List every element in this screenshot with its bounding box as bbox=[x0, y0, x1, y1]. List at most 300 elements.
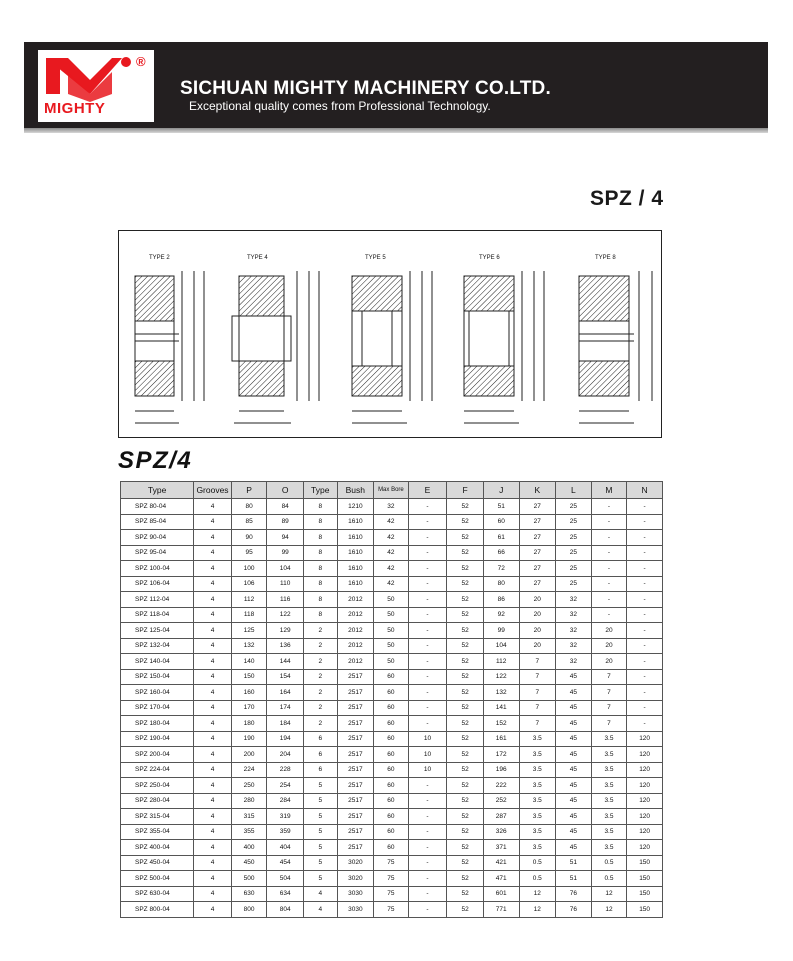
table-cell: 355 bbox=[231, 824, 267, 840]
table-cell: 120 bbox=[627, 840, 663, 856]
table-cell: 52 bbox=[447, 716, 484, 732]
table-cell: 400 bbox=[231, 840, 267, 856]
table-cell: 94 bbox=[267, 530, 304, 546]
table-cell: 4 bbox=[194, 871, 232, 887]
table-cell: 4 bbox=[194, 499, 232, 515]
table-cell: - bbox=[627, 607, 663, 623]
table-cell: - bbox=[627, 530, 663, 546]
table-cell: 72 bbox=[483, 561, 519, 577]
table-row bbox=[121, 793, 663, 809]
table-cell: 7 bbox=[591, 669, 627, 685]
table-cell: 5 bbox=[303, 778, 337, 794]
col-header: Type bbox=[303, 482, 337, 499]
table-cell: 52 bbox=[447, 700, 484, 716]
table-cell: 2012 bbox=[337, 654, 374, 670]
table-cell: 5 bbox=[303, 840, 337, 856]
table-cell: 52 bbox=[447, 871, 484, 887]
table-cell: 52 bbox=[447, 793, 484, 809]
table-cell: 471 bbox=[483, 871, 519, 887]
table-cell: 45 bbox=[556, 793, 592, 809]
table-cell: 630 bbox=[231, 886, 267, 902]
col-header: Grooves bbox=[194, 482, 232, 499]
table-cell: 2517 bbox=[337, 840, 374, 856]
table-cell: - bbox=[627, 499, 663, 515]
table-body bbox=[121, 499, 663, 918]
table-row bbox=[121, 762, 663, 778]
table-cell: 5 bbox=[303, 871, 337, 887]
table-cell: SPZ 100-04 bbox=[121, 561, 194, 577]
table-cell: 172 bbox=[483, 747, 519, 763]
table-cell: 180 bbox=[231, 716, 267, 732]
type-8-section bbox=[579, 271, 652, 423]
table-cell: SPZ 112-04 bbox=[121, 592, 194, 608]
logo-wordmark: MIGHTY bbox=[44, 100, 106, 117]
table-cell: 1210 bbox=[337, 499, 374, 515]
section-title: SPZ/4 bbox=[118, 447, 193, 474]
table-cell: 2 bbox=[303, 716, 337, 732]
table-cell: 4 bbox=[194, 902, 232, 918]
table-row bbox=[121, 855, 663, 871]
col-header: E bbox=[408, 482, 447, 499]
table-cell: 10 bbox=[408, 731, 447, 747]
table-cell: 112 bbox=[483, 654, 519, 670]
table-row bbox=[121, 747, 663, 763]
table-cell: SPZ 224-04 bbox=[121, 762, 194, 778]
table-cell: 3.5 bbox=[519, 793, 556, 809]
table-cell: SPZ 190-04 bbox=[121, 731, 194, 747]
table-cell: 150 bbox=[231, 669, 267, 685]
table-cell: 454 bbox=[267, 855, 304, 871]
table-cell: 2012 bbox=[337, 592, 374, 608]
table-cell: SPZ 180-04 bbox=[121, 716, 194, 732]
table-cell: 601 bbox=[483, 886, 519, 902]
diagram-type-label: TYPE 5 bbox=[365, 255, 386, 261]
table-cell: 60 bbox=[374, 793, 409, 809]
table-cell: 3.5 bbox=[591, 840, 627, 856]
table-cell: - bbox=[408, 716, 447, 732]
table-cell: 32 bbox=[556, 654, 592, 670]
table-cell: 12 bbox=[519, 886, 556, 902]
table-cell: 6 bbox=[303, 762, 337, 778]
table-cell: 50 bbox=[374, 592, 409, 608]
table-cell: 2517 bbox=[337, 778, 374, 794]
table-cell: 45 bbox=[556, 669, 592, 685]
table-cell: 4 bbox=[194, 778, 232, 794]
table-cell: 51 bbox=[556, 855, 592, 871]
table-cell: 50 bbox=[374, 654, 409, 670]
table-cell: 8 bbox=[303, 514, 337, 530]
table-cell: 2517 bbox=[337, 824, 374, 840]
table-cell: - bbox=[627, 545, 663, 561]
table-cell: - bbox=[408, 638, 447, 654]
table-cell: 3.5 bbox=[591, 778, 627, 794]
table-cell: 52 bbox=[447, 545, 484, 561]
table-cell: 2517 bbox=[337, 747, 374, 763]
table-cell: 90 bbox=[231, 530, 267, 546]
table-cell: - bbox=[408, 561, 447, 577]
table-cell: 45 bbox=[556, 778, 592, 794]
table-cell: 8 bbox=[303, 530, 337, 546]
table-cell: 120 bbox=[627, 809, 663, 825]
table-cell: 200 bbox=[231, 747, 267, 763]
table-cell: 4 bbox=[194, 685, 232, 701]
table-cell: SPZ 450-04 bbox=[121, 855, 194, 871]
table-cell: - bbox=[627, 669, 663, 685]
table-cell: 359 bbox=[267, 824, 304, 840]
table-cell: 252 bbox=[483, 793, 519, 809]
table-row bbox=[121, 592, 663, 608]
col-header: J bbox=[483, 482, 519, 499]
table-cell: 8 bbox=[303, 607, 337, 623]
table-cell: 7 bbox=[591, 716, 627, 732]
table-row bbox=[121, 514, 663, 530]
table-cell: SPZ 170-04 bbox=[121, 700, 194, 716]
table-cell: 1610 bbox=[337, 576, 374, 592]
table-cell: 3.5 bbox=[591, 824, 627, 840]
table-cell: 52 bbox=[447, 731, 484, 747]
table-cell: 42 bbox=[374, 545, 409, 561]
table-cell: - bbox=[408, 545, 447, 561]
table-cell: 4 bbox=[194, 747, 232, 763]
table-cell: 3.5 bbox=[519, 747, 556, 763]
table-cell: 110 bbox=[267, 576, 304, 592]
table-cell: 4 bbox=[194, 855, 232, 871]
table-cell: 190 bbox=[231, 731, 267, 747]
table-cell: 154 bbox=[267, 669, 304, 685]
table-cell: SPZ 800-04 bbox=[121, 902, 194, 918]
table-cell: 1610 bbox=[337, 545, 374, 561]
table-cell: 326 bbox=[483, 824, 519, 840]
table-cell: 52 bbox=[447, 607, 484, 623]
table-cell: 27 bbox=[519, 545, 556, 561]
table-cell: 120 bbox=[627, 747, 663, 763]
table-cell: 61 bbox=[483, 530, 519, 546]
table-cell: 32 bbox=[556, 638, 592, 654]
table-cell: SPZ 630-04 bbox=[121, 886, 194, 902]
table-cell: 5 bbox=[303, 793, 337, 809]
table-cell: 120 bbox=[627, 731, 663, 747]
table-cell: 80 bbox=[483, 576, 519, 592]
table-cell: - bbox=[591, 514, 627, 530]
table-cell: 118 bbox=[231, 607, 267, 623]
table-cell: SPZ 132-04 bbox=[121, 638, 194, 654]
table-cell: 2 bbox=[303, 685, 337, 701]
table-row bbox=[121, 700, 663, 716]
table-cell: 2 bbox=[303, 654, 337, 670]
table-cell: 12 bbox=[591, 902, 627, 918]
table-cell: 99 bbox=[483, 623, 519, 639]
table-cell: - bbox=[408, 809, 447, 825]
table-cell: 250 bbox=[231, 778, 267, 794]
table-cell: 52 bbox=[447, 592, 484, 608]
table-cell: 204 bbox=[267, 747, 304, 763]
table-cell: - bbox=[408, 685, 447, 701]
col-header: Type bbox=[121, 482, 194, 499]
table-cell: - bbox=[591, 592, 627, 608]
table-row bbox=[121, 902, 663, 918]
table-cell: 120 bbox=[627, 793, 663, 809]
table-cell: 27 bbox=[519, 499, 556, 515]
table-cell: 3.5 bbox=[591, 793, 627, 809]
table-cell: 421 bbox=[483, 855, 519, 871]
table-cell: 0.5 bbox=[591, 855, 627, 871]
table-cell: 1610 bbox=[337, 561, 374, 577]
table-header-row bbox=[121, 482, 663, 499]
table-cell: 60 bbox=[374, 762, 409, 778]
table-cell: 3.5 bbox=[519, 778, 556, 794]
table-cell: 2 bbox=[303, 700, 337, 716]
table-cell: 771 bbox=[483, 902, 519, 918]
table-cell: 27 bbox=[519, 530, 556, 546]
table-cell: 51 bbox=[556, 871, 592, 887]
table-cell: 60 bbox=[374, 747, 409, 763]
table-cell: 8 bbox=[303, 545, 337, 561]
table-cell: 52 bbox=[447, 514, 484, 530]
table-cell: 7 bbox=[519, 669, 556, 685]
table-cell: 8 bbox=[303, 499, 337, 515]
table-cell: SPZ 85-04 bbox=[121, 514, 194, 530]
table-cell: 3.5 bbox=[519, 809, 556, 825]
table-cell: - bbox=[408, 793, 447, 809]
table-cell: 150 bbox=[627, 855, 663, 871]
table-row bbox=[121, 778, 663, 794]
table-cell: 100 bbox=[231, 561, 267, 577]
table-cell: 25 bbox=[556, 514, 592, 530]
table-row bbox=[121, 669, 663, 685]
table-cell: 60 bbox=[374, 824, 409, 840]
registered-mark: ® bbox=[136, 54, 146, 69]
table-cell: 60 bbox=[374, 685, 409, 701]
table-cell: 504 bbox=[267, 871, 304, 887]
table-cell: - bbox=[627, 514, 663, 530]
table-cell: SPZ 118-04 bbox=[121, 607, 194, 623]
table-cell: - bbox=[408, 700, 447, 716]
table-cell: 52 bbox=[447, 778, 484, 794]
table-cell: 3.5 bbox=[519, 824, 556, 840]
table-cell: 2517 bbox=[337, 809, 374, 825]
col-header: L bbox=[556, 482, 592, 499]
table-cell: - bbox=[591, 499, 627, 515]
table-cell: 20 bbox=[519, 592, 556, 608]
table-cell: 254 bbox=[267, 778, 304, 794]
diagram-type-label: TYPE 8 bbox=[595, 255, 616, 261]
table-cell: 52 bbox=[447, 747, 484, 763]
table-cell: 3.5 bbox=[591, 747, 627, 763]
table-cell: 20 bbox=[519, 623, 556, 639]
type-4-section bbox=[232, 271, 319, 423]
table-cell: 106 bbox=[231, 576, 267, 592]
table-cell: 32 bbox=[556, 607, 592, 623]
table-cell: 75 bbox=[374, 871, 409, 887]
table-cell: SPZ 95-04 bbox=[121, 545, 194, 561]
table-cell: SPZ 160-04 bbox=[121, 685, 194, 701]
table-cell: 27 bbox=[519, 561, 556, 577]
table-row bbox=[121, 545, 663, 561]
table-cell: 5 bbox=[303, 824, 337, 840]
company-name: SICHUAN MIGHTY MACHINERY CO.LTD. bbox=[180, 78, 551, 99]
table-cell: 52 bbox=[447, 886, 484, 902]
table-cell: SPZ 315-04 bbox=[121, 809, 194, 825]
table-cell: 116 bbox=[267, 592, 304, 608]
table-cell: 50 bbox=[374, 638, 409, 654]
table-cell: 7 bbox=[519, 654, 556, 670]
table-cell: 4 bbox=[194, 886, 232, 902]
table-cell: 20 bbox=[591, 638, 627, 654]
table-cell: 10 bbox=[408, 762, 447, 778]
company-logo bbox=[38, 50, 154, 122]
table-cell: 280 bbox=[231, 793, 267, 809]
table-cell: 52 bbox=[447, 809, 484, 825]
table-cell: 319 bbox=[267, 809, 304, 825]
type-5-section bbox=[352, 271, 432, 423]
header-divider bbox=[24, 128, 768, 133]
table-cell: 4 bbox=[194, 530, 232, 546]
table-cell: - bbox=[408, 592, 447, 608]
table-cell: 4 bbox=[194, 561, 232, 577]
table-cell: 8 bbox=[303, 576, 337, 592]
table-cell: 3.5 bbox=[591, 762, 627, 778]
table-cell: 287 bbox=[483, 809, 519, 825]
table-cell: 2517 bbox=[337, 685, 374, 701]
table-cell: 60 bbox=[374, 716, 409, 732]
table-cell: 2 bbox=[303, 623, 337, 639]
table-cell: 52 bbox=[447, 654, 484, 670]
table-cell: 75 bbox=[374, 886, 409, 902]
table-cell: - bbox=[627, 576, 663, 592]
table-cell: - bbox=[627, 561, 663, 577]
table-cell: 0.5 bbox=[519, 855, 556, 871]
table-cell: 45 bbox=[556, 700, 592, 716]
table-cell: 52 bbox=[447, 576, 484, 592]
table-cell: 45 bbox=[556, 716, 592, 732]
table-cell: 3030 bbox=[337, 886, 374, 902]
table-cell: 4 bbox=[194, 793, 232, 809]
col-header: K bbox=[519, 482, 556, 499]
table-row bbox=[121, 530, 663, 546]
table-cell: 10 bbox=[408, 747, 447, 763]
table-cell: - bbox=[627, 654, 663, 670]
table-cell: 2012 bbox=[337, 623, 374, 639]
table-cell: 3.5 bbox=[591, 809, 627, 825]
pulley-cross-sections bbox=[119, 231, 663, 439]
table-cell: 42 bbox=[374, 514, 409, 530]
table-cell: 32 bbox=[374, 499, 409, 515]
table-cell: 800 bbox=[231, 902, 267, 918]
table-cell: 4 bbox=[194, 809, 232, 825]
table-cell: 45 bbox=[556, 747, 592, 763]
table-cell: - bbox=[627, 592, 663, 608]
type-2-section bbox=[135, 271, 204, 423]
table-cell: 2517 bbox=[337, 762, 374, 778]
table-cell: 25 bbox=[556, 530, 592, 546]
table-cell: 7 bbox=[519, 716, 556, 732]
table-cell: 60 bbox=[374, 840, 409, 856]
table-cell: SPZ 150-04 bbox=[121, 669, 194, 685]
table-cell: 66 bbox=[483, 545, 519, 561]
table-cell: 160 bbox=[231, 685, 267, 701]
table-cell: 76 bbox=[556, 886, 592, 902]
table-cell: 371 bbox=[483, 840, 519, 856]
table-cell: 20 bbox=[591, 623, 627, 639]
table-cell: SPZ 80-04 bbox=[121, 499, 194, 515]
table-cell: 132 bbox=[483, 685, 519, 701]
table-cell: 3.5 bbox=[519, 840, 556, 856]
table-cell: - bbox=[408, 778, 447, 794]
table-cell: 45 bbox=[556, 685, 592, 701]
table-cell: 152 bbox=[483, 716, 519, 732]
table-cell: 4 bbox=[194, 824, 232, 840]
table-cell: 174 bbox=[267, 700, 304, 716]
table-cell: 0.5 bbox=[519, 871, 556, 887]
table-cell: 2517 bbox=[337, 731, 374, 747]
table-cell: 1610 bbox=[337, 530, 374, 546]
table-cell: 3.5 bbox=[519, 762, 556, 778]
table-row bbox=[121, 685, 663, 701]
table-cell: 3.5 bbox=[519, 731, 556, 747]
table-cell: - bbox=[408, 824, 447, 840]
table-cell: 42 bbox=[374, 530, 409, 546]
table-cell: 86 bbox=[483, 592, 519, 608]
col-header: M bbox=[591, 482, 627, 499]
col-header: O bbox=[267, 482, 304, 499]
table-cell: SPZ 400-04 bbox=[121, 840, 194, 856]
table-cell: 60 bbox=[374, 669, 409, 685]
table-cell: 4 bbox=[194, 731, 232, 747]
table-cell: 60 bbox=[374, 700, 409, 716]
table-cell: SPZ 250-04 bbox=[121, 778, 194, 794]
table-cell: 150 bbox=[627, 886, 663, 902]
table-cell: - bbox=[408, 871, 447, 887]
table-cell: 104 bbox=[483, 638, 519, 654]
table-cell: - bbox=[591, 576, 627, 592]
table-cell: 6 bbox=[303, 747, 337, 763]
table-cell: SPZ 125-04 bbox=[121, 623, 194, 639]
table-cell: 2012 bbox=[337, 638, 374, 654]
table-cell: 12 bbox=[591, 886, 627, 902]
table-cell: 804 bbox=[267, 902, 304, 918]
table-cell: SPZ 140-04 bbox=[121, 654, 194, 670]
table-cell: 20 bbox=[519, 638, 556, 654]
table-cell: 25 bbox=[556, 576, 592, 592]
table-cell: - bbox=[627, 700, 663, 716]
table-cell: - bbox=[408, 669, 447, 685]
table-cell: 45 bbox=[556, 762, 592, 778]
table-cell: 315 bbox=[231, 809, 267, 825]
table-row bbox=[121, 809, 663, 825]
table-cell: 170 bbox=[231, 700, 267, 716]
table-row bbox=[121, 623, 663, 639]
col-header: F bbox=[447, 482, 484, 499]
table-cell: 8 bbox=[303, 592, 337, 608]
table-cell: 634 bbox=[267, 886, 304, 902]
table-cell: 104 bbox=[267, 561, 304, 577]
table-cell: 84 bbox=[267, 499, 304, 515]
table-cell: 25 bbox=[556, 499, 592, 515]
diagram-type-label: TYPE 4 bbox=[247, 255, 268, 261]
table-cell: 42 bbox=[374, 576, 409, 592]
spec-table bbox=[120, 481, 663, 918]
diagram-type-label: TYPE 6 bbox=[479, 255, 500, 261]
table-cell: 7 bbox=[591, 700, 627, 716]
table-cell: SPZ 90-04 bbox=[121, 530, 194, 546]
table-cell: 4 bbox=[194, 623, 232, 639]
table-cell: 45 bbox=[556, 731, 592, 747]
table-cell: SPZ 280-04 bbox=[121, 793, 194, 809]
table-cell: 52 bbox=[447, 669, 484, 685]
table-cell: 132 bbox=[231, 638, 267, 654]
table-cell: 141 bbox=[483, 700, 519, 716]
table-cell: 3020 bbox=[337, 855, 374, 871]
